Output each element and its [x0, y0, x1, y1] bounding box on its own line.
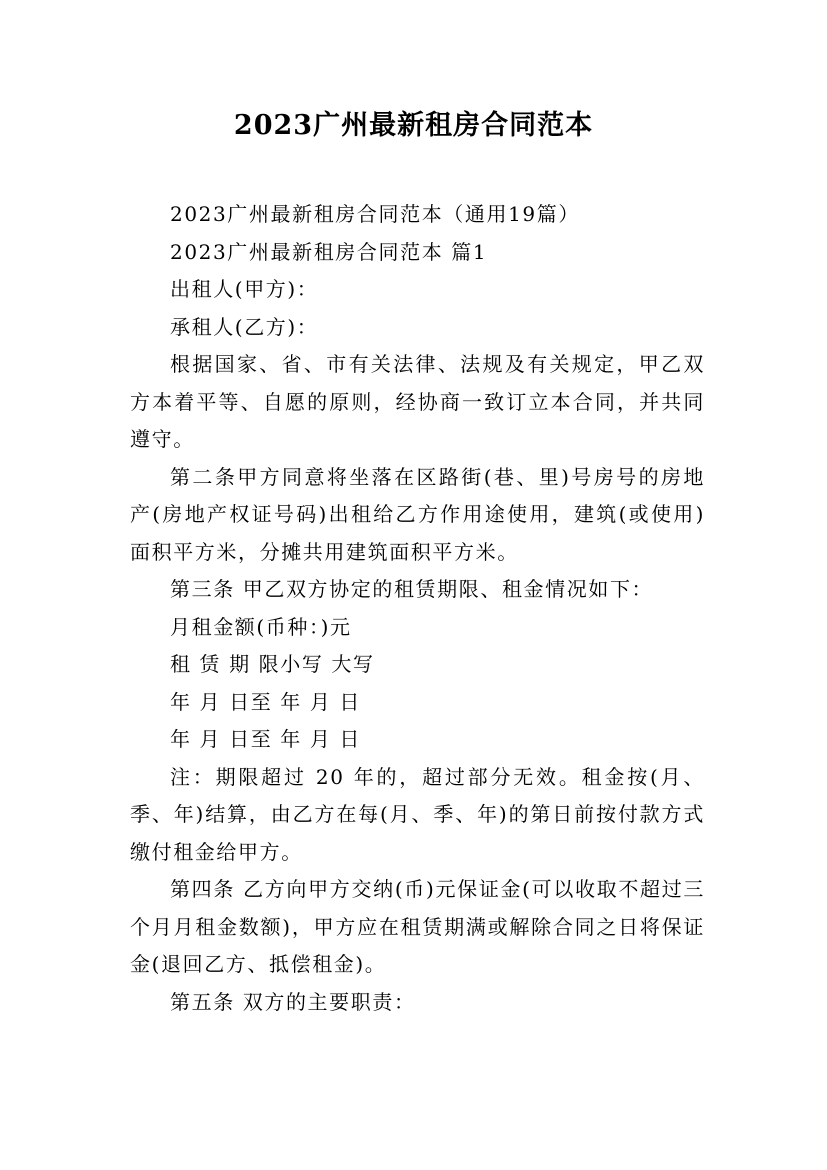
subtitle-paragraph: 2023广州最新租房合同范本（通用19篇）	[170, 202, 580, 226]
lessee-line: 承租人(乙方)：	[170, 314, 319, 339]
document-title: 2023广州最新租房合同范本	[233, 110, 594, 141]
document-body	[130, 196, 705, 1021]
section-heading: 2023广州最新租房合同范本 篇1	[170, 239, 488, 264]
article-3-paragraph: 第三条 甲乙双方协定的租赁期限、租金情况如下：	[170, 577, 654, 601]
lessor-line: 出租人(甲方)：	[170, 277, 319, 301]
preamble-paragraph: 根据国家、省、市有关法律、法规及有关规定，甲乙双方本着平等、自愿的原则，经协商一致订立本合同，并共同遵守。	[130, 352, 705, 451]
article-5-paragraph: 第五条 双方的主要职责：	[170, 989, 416, 1014]
lease-term-row-2: 年 月 日至 年 月 日	[170, 727, 361, 751]
lease-term-row-1: 年 月 日至 年 月 日	[170, 689, 361, 714]
article-4-paragraph: 第四条 乙方向甲方交纳(币)元保证金(可以收取不超过三个月月租金数额)，甲方应在租赁期满或解除合同之日将保证金(退回乙方、抵偿租金)。	[130, 877, 705, 976]
monthly-rent-line: 月租金额(币种：)元	[170, 614, 352, 639]
note-paragraph: 注：期限超过 20 年的，超过部分无效。租金按(月、季、年)结算，由乙方在每(月、季、年)的第日前按付款方式缴付租金给甲方。	[130, 764, 705, 864]
lease-term-header-line: 租 赁 期 限小写 大写	[170, 652, 375, 676]
article-2-paragraph: 第二条甲方同意将坐落在区路街(巷、里)号房号的房地产(房地产权证号码)出租给乙方作用途使用，建筑(或使用)面积平方米，分摊共用建筑面积平方米。	[130, 464, 705, 564]
